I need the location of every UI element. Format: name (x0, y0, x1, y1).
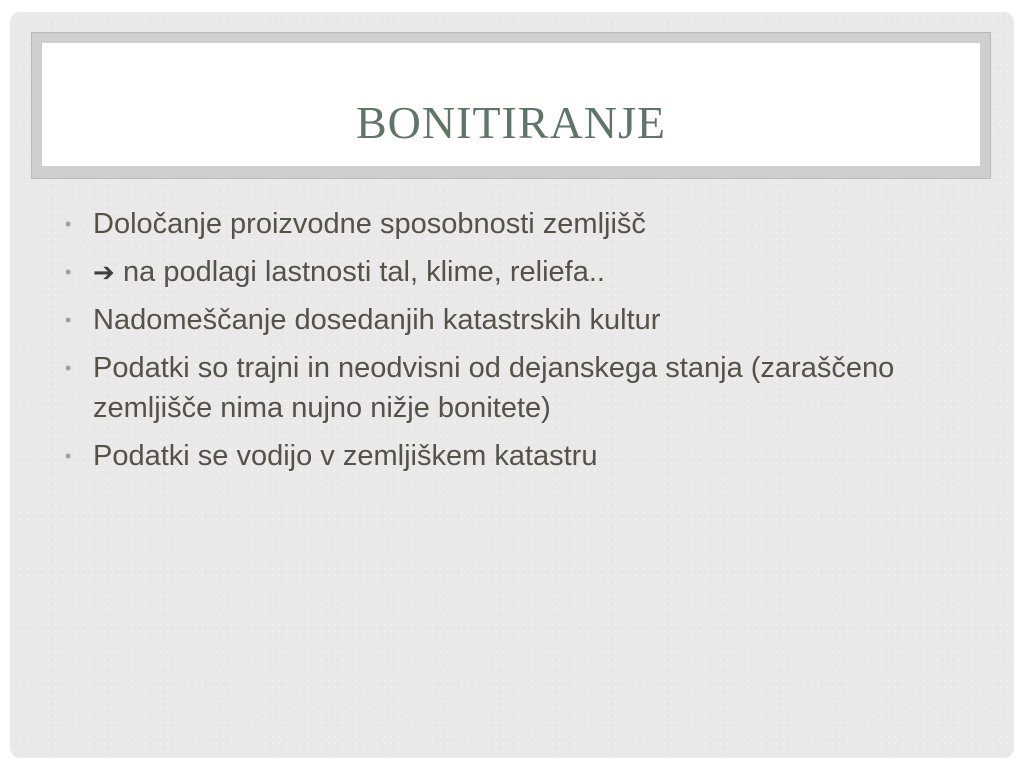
bullet-item (58, 204, 958, 244)
bullet-item (58, 348, 958, 428)
bullet-text: Nadomeščanje dosedanjih katastrskih kultur (93, 304, 661, 336)
bullet-item (58, 300, 958, 340)
slide (10, 12, 1014, 758)
bullet-text: Podatki so trajni in neodvisni od dejanskega stanja (zaraščeno zemljišče nima nujno nižje bonitete) (93, 352, 895, 424)
bullet-text: Določanje proizvodne sposobnosti zemljišč (93, 208, 646, 240)
slide-title: BONITIRANJE (356, 97, 666, 148)
bullet-dot-icon: • (65, 214, 72, 234)
bullet-item (58, 252, 958, 292)
bullet-dot-icon: • (65, 262, 72, 282)
bullet-text: na podlagi lastnosti tal, klime, reliefa.. (123, 256, 605, 288)
arrow-right-icon: ➔ (93, 257, 115, 287)
bullet-item (58, 436, 958, 476)
bullet-dot-icon: • (65, 446, 72, 466)
bullet-list (58, 204, 958, 476)
bullet-dot-icon: • (65, 310, 72, 330)
bullet-text: Podatki se vodijo v zemljiškem katastru (93, 440, 598, 472)
bullet-dot-icon: • (65, 358, 72, 378)
content-area (58, 204, 958, 484)
title-frame (31, 32, 991, 179)
title-box (42, 43, 980, 166)
